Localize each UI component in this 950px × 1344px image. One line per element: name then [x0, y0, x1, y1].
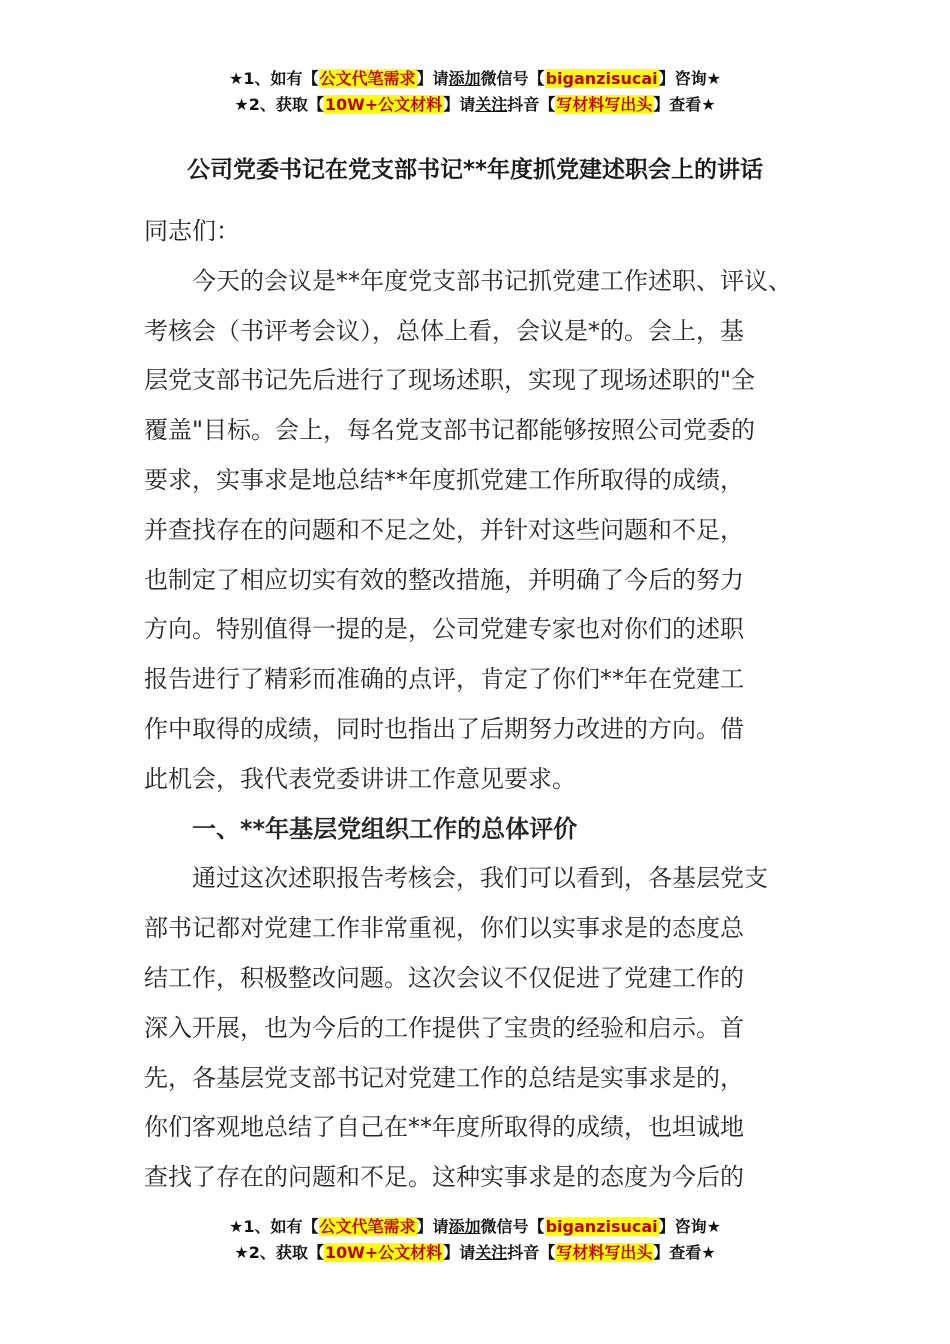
body-line: 深入开展，也为今后的工作提供了宝贵的经验和启示。首 [144, 1013, 744, 1042]
body-line: 考核会（书评考会议），总体上看，会议是*的。会上，基 [144, 316, 744, 345]
promo-text: 微信号【 [480, 69, 545, 88]
body-line: 查找了存在的问题和不足。这种实事求是的态度为今后的 [144, 1163, 744, 1192]
promo-line-1 [0, 66, 950, 92]
promo-text: 】请 [416, 1217, 449, 1236]
promo-underlined-text: 添加 [448, 1217, 481, 1236]
body-line: 先，各基层党支部书记对党建工作的总结是实事求是的， [144, 1063, 744, 1092]
body-line: 结工作，积极整改问题。这次会议不仅促进了党建工作的 [144, 963, 744, 992]
promo-text: 抖音【 [507, 1243, 556, 1262]
promo-line-2 [0, 92, 950, 118]
promo-text: 微信号【 [480, 1217, 545, 1236]
body-line: 层党支部书记先后进行了现场述职，实现了现场述职的"全 [144, 366, 756, 395]
body-line: 也制定了相应切实有效的整改措施，并明确了今后的努力 [144, 565, 744, 594]
body-line: 方向。特别值得一提的是，公司党建专家也对你们的述职 [144, 615, 744, 644]
body-line: 同志们： [144, 217, 240, 245]
promo-douyin-id: 写材料写出头 [556, 1243, 653, 1262]
body-line: 覆盖"目标。会上，每名党支部书记都能够按照公司党委的 [144, 416, 756, 445]
promo-line-2 [0, 1240, 950, 1266]
promo-underlined-text: 添加 [448, 69, 481, 88]
promo-text: ★1、如有【 [229, 1217, 319, 1236]
promo-highlight: 10W+公文材料 [324, 95, 443, 114]
promo-text: 抖音【 [507, 95, 556, 114]
promo-highlight: 公文代笔需求 [319, 1217, 416, 1236]
promo-highlight: 10W+公文材料 [324, 1243, 443, 1262]
header-promo-banner [0, 66, 950, 118]
body-line: 报告进行了精彩而准确的点评，肯定了你们**年在党建工 [144, 665, 744, 694]
body-line: 此机会，我代表党委讲讲工作意见要求。 [144, 764, 576, 793]
section-heading: 一、**年基层党组织工作的总体评价 [144, 814, 578, 843]
promo-text: 】请 [416, 69, 449, 88]
body-line: 作中取得的成绩，同时也指出了后期努力改进的方向。借 [144, 714, 744, 743]
body-line: 要求，实事求是地总结**年度抓党建工作所取得的成绩， [144, 465, 744, 494]
promo-underlined-text: 关注 [475, 95, 508, 114]
body-line: 部书记都对党建工作非常重视，你们以实事求是的态度总 [144, 914, 744, 943]
promo-text: 】查看★ [653, 1243, 716, 1262]
promo-text: 】请 [443, 95, 476, 114]
promo-douyin-id: 写材料写出头 [556, 95, 653, 114]
document-body [144, 207, 814, 1203]
document-title: 公司党委书记在党支部书记**年度抓党建述职会上的讲话 [186, 157, 764, 183]
body-line: 通过这次述职报告考核会，我们可以看到，各基层党支 [144, 864, 768, 893]
promo-text: 】查看★ [653, 95, 716, 114]
body-line: 并查找存在的问题和不足之处，并针对这些问题和不足， [144, 515, 744, 544]
promo-highlight: 公文代笔需求 [319, 69, 416, 88]
promo-wechat-id: biganzisucai [545, 1217, 658, 1236]
promo-text: 】咨询★ [658, 69, 721, 88]
promo-wechat-id: biganzisucai [545, 69, 658, 88]
promo-underlined-text: 关注 [475, 1243, 508, 1262]
promo-line-1 [0, 1214, 950, 1240]
body-line: 今天的会议是**年度党支部书记抓党建工作述职、评议、 [144, 266, 792, 295]
promo-text: 】请 [443, 1243, 476, 1262]
promo-text: ★2、获取【 [234, 95, 324, 114]
footer-promo-banner [0, 1214, 950, 1266]
promo-text: ★1、如有【 [229, 69, 319, 88]
promo-text: 】咨询★ [658, 1217, 721, 1236]
body-line: 你们客观地总结了自己在**年度所取得的成绩，也坦诚地 [144, 1113, 744, 1142]
promo-text: ★2、获取【 [234, 1243, 324, 1262]
